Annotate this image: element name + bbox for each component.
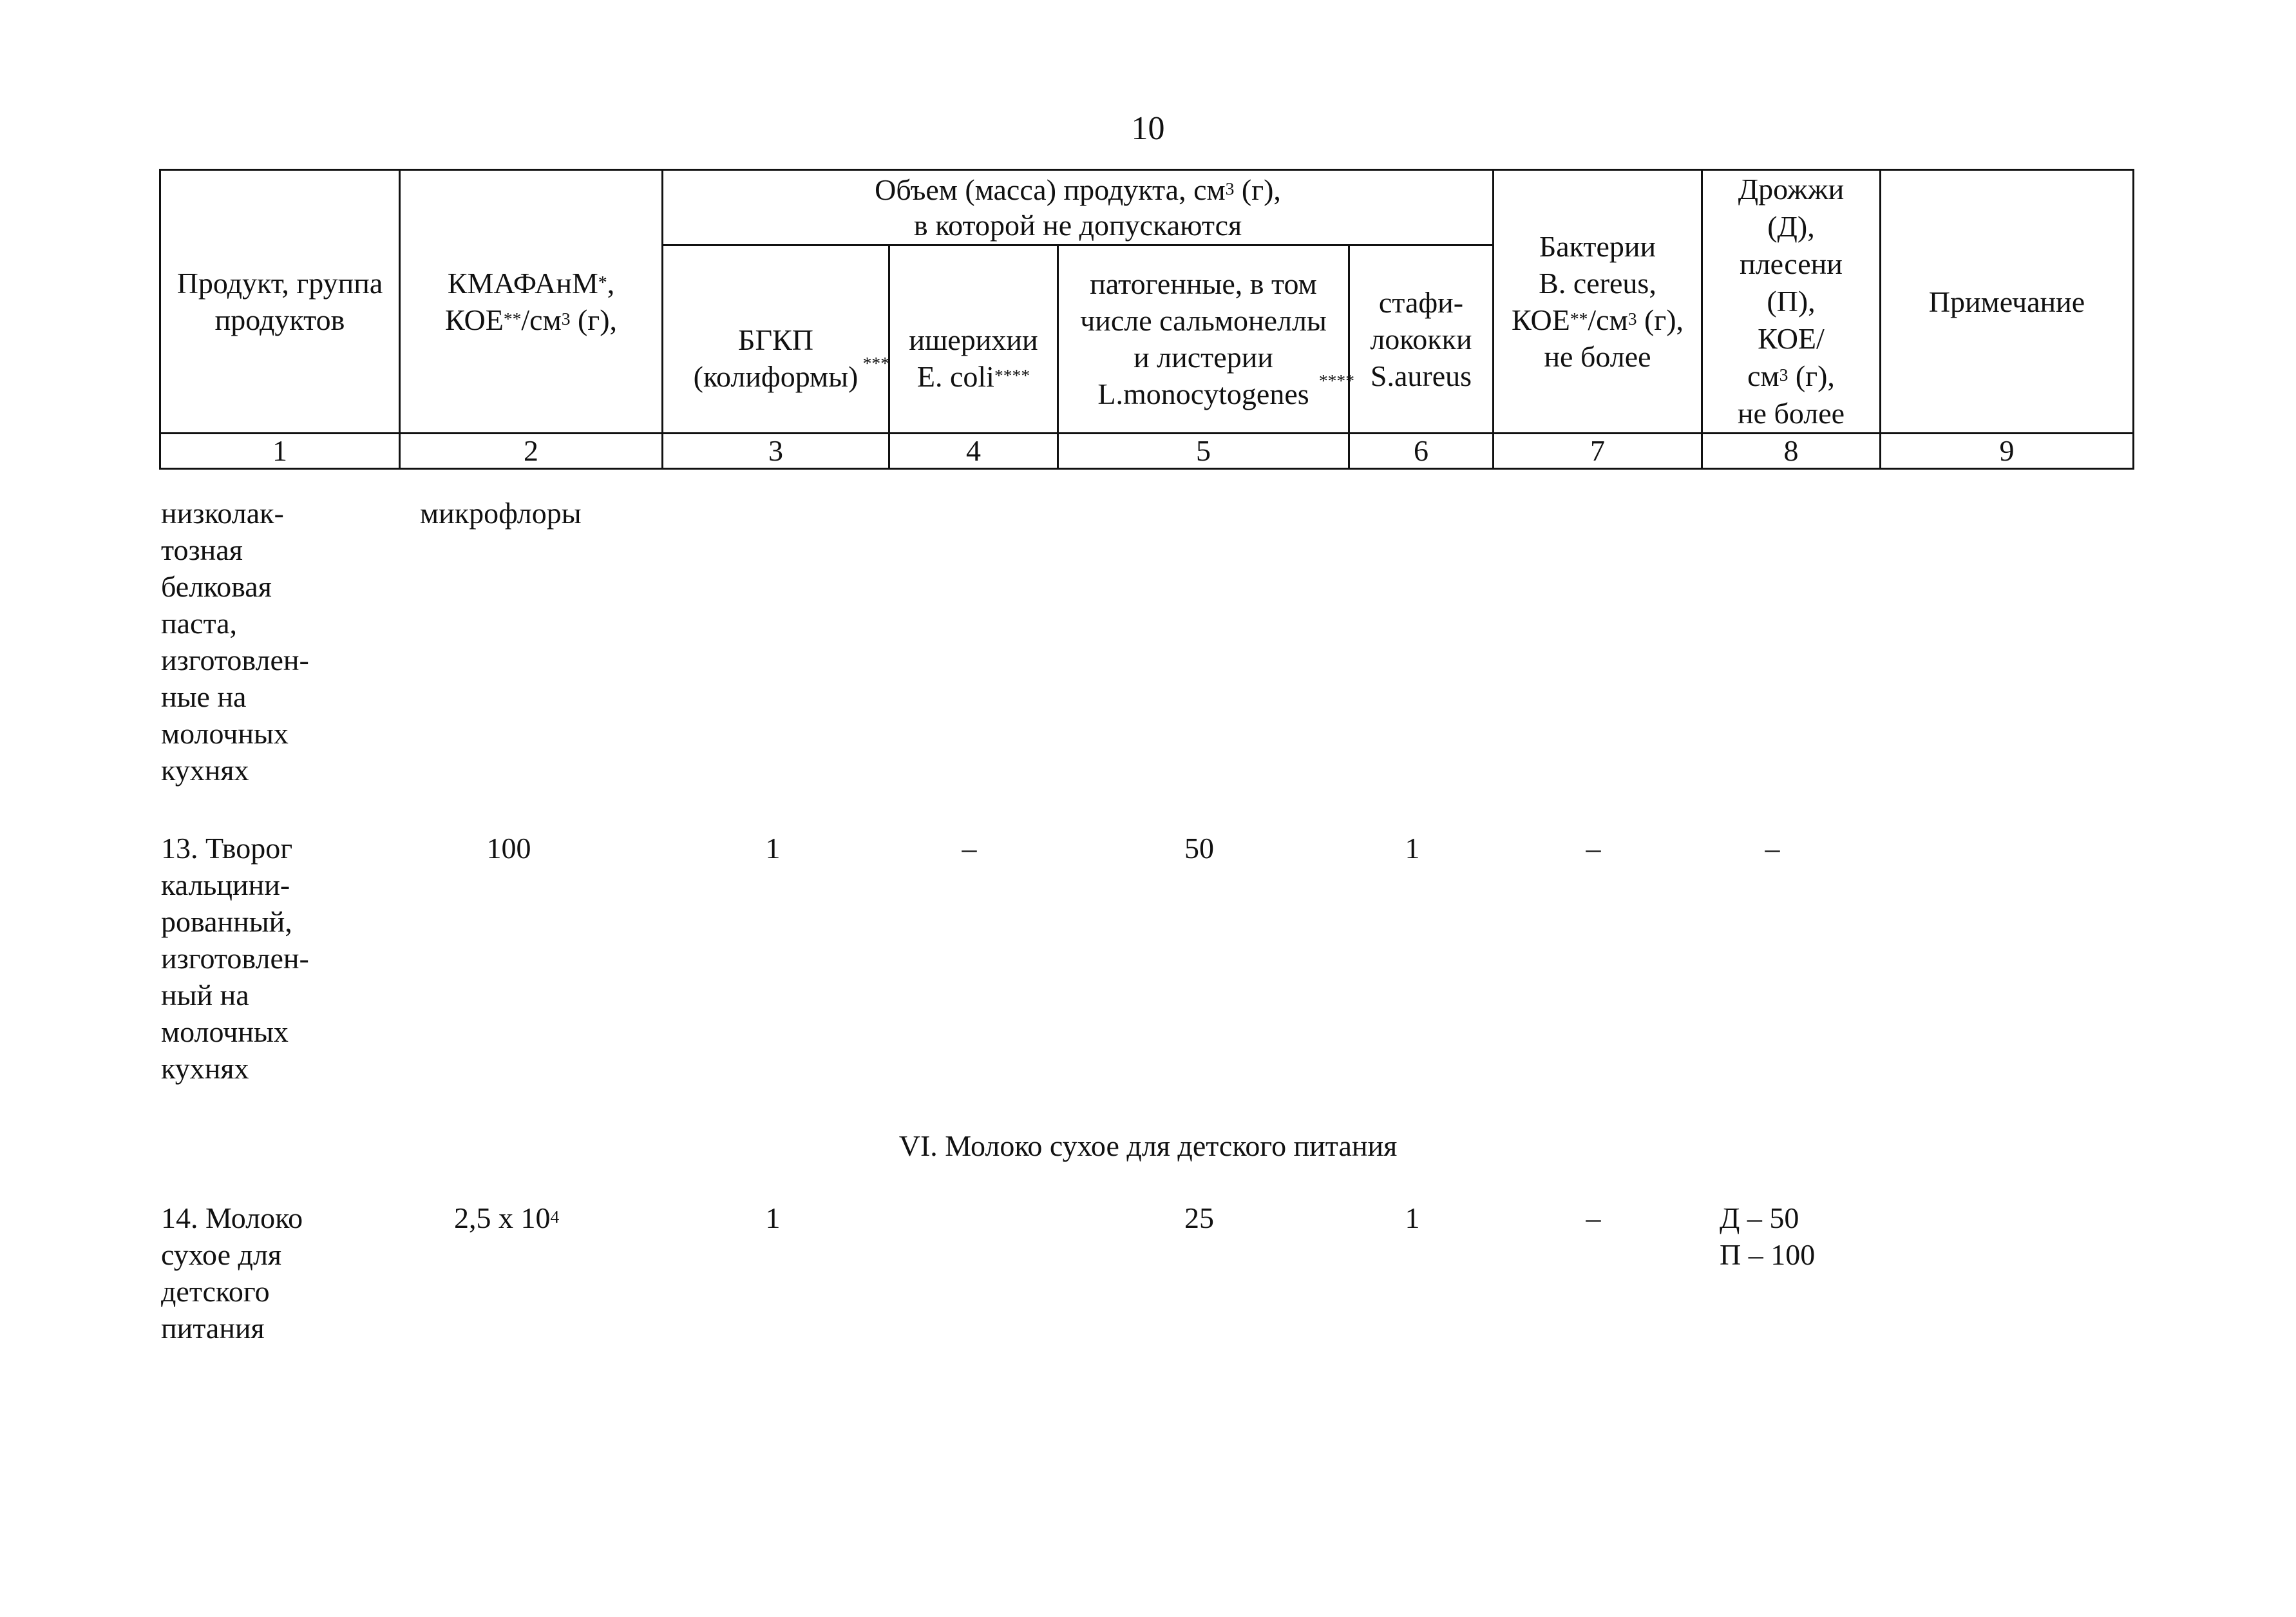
- cont-product-name: низколак- тозная белковая паста, изготовлен- ные на молочных кухнях: [161, 497, 309, 787]
- row13-product-name: 13. Творог кальцини- рованный, изготовлен- ный на молочных кухнях: [161, 832, 309, 1085]
- column-number: 1: [160, 434, 400, 469]
- row13-pathogens: 50: [1184, 832, 1214, 865]
- column-number: 4: [889, 434, 1058, 469]
- header-staphylococci: стафи- лококки S.aureus: [1349, 245, 1494, 433]
- row13-staph: 1: [1405, 832, 1420, 865]
- header-escherichia: ишерихии E. coli****: [889, 245, 1058, 433]
- column-number: 9: [1881, 434, 2134, 469]
- row14-product-name: 14. Молоко сухое для детского питания: [161, 1201, 303, 1344]
- row14-bgkp: 1: [765, 1201, 781, 1234]
- column-number: 3: [663, 434, 889, 469]
- row14-kmafanm: 2,5 х $10^4$: [454, 1201, 560, 1234]
- row14-yeast: Д – 50 П – 100: [1720, 1201, 1816, 1271]
- column-number: 6: [1349, 434, 1494, 469]
- column-number-row: [160, 434, 2134, 469]
- row14-pathogens: 25: [1184, 1201, 1214, 1234]
- header-bgkp: БГКП (колиформы) ***: [663, 245, 889, 433]
- row14-bcereus: –: [1586, 1201, 1601, 1234]
- header-yeast-mold: Дрожжи (Д), плесени (П), КОЕ/ $см^3$ (г), не более: [1702, 170, 1881, 434]
- header-bcereus: Бактерии B. cereus, $КОЕ^{**}/см^3$ (г), не более: [1494, 170, 1702, 434]
- cont-kmafanm: микрофлоры: [420, 497, 582, 530]
- row13-bgkp: 1: [765, 832, 781, 865]
- header-table: [159, 169, 2134, 470]
- section-title: VI. Молоко сухое для детского питания: [898, 1129, 1398, 1162]
- row13-bcereus: –: [1586, 832, 1601, 865]
- column-number: 5: [1058, 434, 1349, 469]
- row14-staph: 1: [1405, 1201, 1420, 1234]
- header-pathogens: патогенные, в том числе сальмонеллы и листерии L.monocytogenes ****: [1058, 245, 1349, 433]
- column-number: 8: [1702, 434, 1881, 469]
- column-number: 7: [1494, 434, 1702, 469]
- row13-kmafanm: 100: [486, 832, 531, 865]
- header-product-group: Продукт, группа продуктов: [160, 170, 400, 434]
- row13-yeast: –: [1765, 832, 1780, 865]
- column-number: 2: [400, 434, 663, 469]
- row13-ecoli: –: [962, 832, 977, 865]
- header-note: Примечание: [1881, 170, 2134, 434]
- header-kmafanm: КМАФАнМ*, $КОЕ^{**}/см^3$ (г),: [400, 170, 663, 434]
- header-volume-group: Объем (масса) продукта, $см^3$ (г), в которой не допускаются: [663, 170, 1494, 245]
- page-number: 10: [1131, 110, 1165, 147]
